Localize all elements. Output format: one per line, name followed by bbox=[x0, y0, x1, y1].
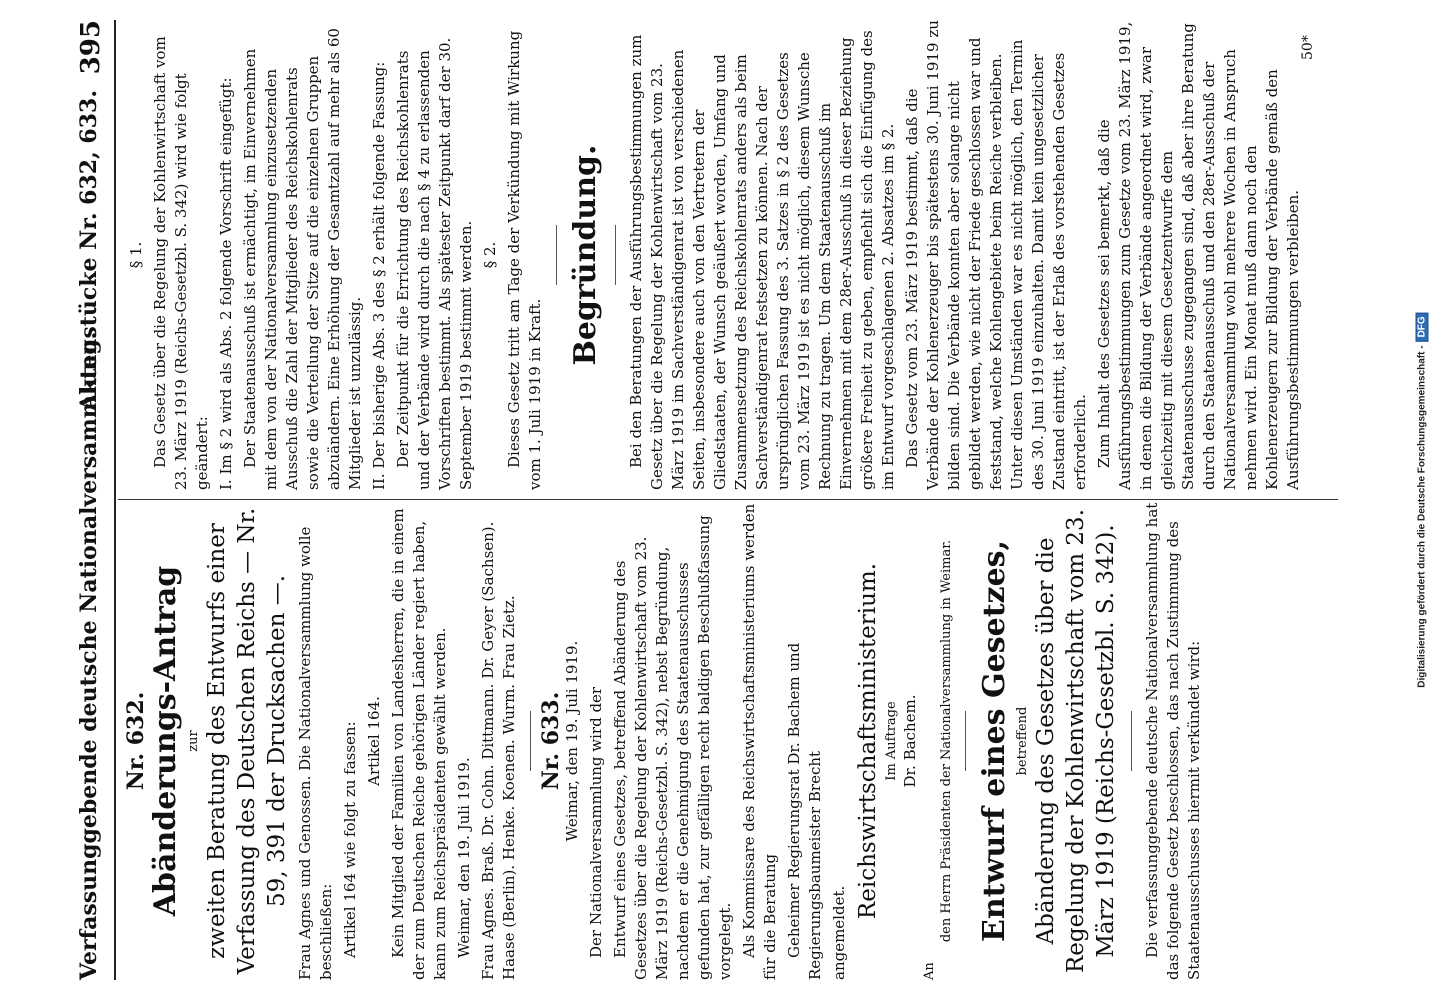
n632-subject: zweiten Beratung des Entwurfs einer Verfassung des Deutschen Reichs — Nr. 59, 391 der Drucksachen —. bbox=[204, 507, 290, 975]
right-column bbox=[126, 20, 1307, 490]
n632-title: Nr. 632. bbox=[123, 691, 149, 791]
n633-date: Weimar, den 19. Juli 1919. bbox=[563, 640, 581, 842]
enactment: Die verfassunggebende deutsche Nationalversammlung hat das folgende Gesetz beschlossen, das nach Zustimmung des Staatenausschusses hiermit verkündet wird: bbox=[1143, 502, 1203, 980]
n632-intro: Frau Agnes und Genossen. Die Nationalversammlung wolle beschließen: bbox=[296, 526, 335, 980]
p2-text: Dieses Gesetz tritt am Tage der Verkündung mit Wirkung vom 1. Juli 1919 in Kraft. bbox=[505, 30, 544, 490]
begruendung-heading: Begründung. bbox=[568, 144, 603, 366]
divider bbox=[965, 711, 966, 771]
n633-komm: Als Kommissare des Reichswirtschaftsministeriums werden für die Beratung bbox=[740, 503, 779, 980]
n633-text: Entwurf eines Gesetzes, betreffend Abänderung des Gesetzes über die Regelung der Kohlenwirtschaft vom 23. März 1919 (Reichs-Gesetzbl. S. 342), nebst Begründung, nachdem er die Genehmigung des Staatenausschusses gefunden hat, zur gefälligen recht baldigen Beschlußfassung vorgelegt. bbox=[611, 515, 734, 980]
n632-signers: Frau Agnes. Braß. Dr. Cohn. Dittmann. Dr. Geyer (Sachsen). Haase (Berlin). Henke. Koenen. Wurm. Frau Zietz. bbox=[479, 521, 518, 980]
n632-date: Weimar, den 19. Juli 1919. bbox=[455, 757, 473, 958]
p1-ii-text: Der Zeitpunkt für die Errichtung des Reichskohlenrats und der Verbände wird durch die nach § 4 zu erlassenden Vorschriften bestimmt. Als spätester Zeitpunkt darf der 30. September 1919 bestimmt werden. bbox=[394, 37, 475, 490]
bachem: Dr. Bachem. bbox=[901, 694, 919, 788]
page-header bbox=[70, 20, 116, 980]
entwurf-subject: Abänderung des Gesetzes über die Regelung der Kohlenwirtschaft vom 23. März 1919 (Reichs-Gesetzbl. S. 342). bbox=[1033, 508, 1119, 974]
column-separator bbox=[118, 499, 1338, 500]
divider bbox=[615, 225, 616, 285]
divider bbox=[556, 225, 557, 285]
betreffend: betreffend bbox=[1015, 706, 1030, 776]
praesident: den Herrn Präsidenten der Nationalversammlung in Weimar. bbox=[939, 539, 954, 943]
n632-heading: Abänderungs-Antrag bbox=[148, 565, 183, 917]
left-column bbox=[123, 502, 1208, 980]
header-right: Aktenstücke Nr. 632, 633. bbox=[76, 90, 102, 412]
credit-text: Digitalisierung gefördert durch die Deutsche Forschungsgemeinschaft - bbox=[1416, 345, 1428, 688]
divider bbox=[1131, 711, 1132, 771]
n633-angemeldet: angemeldet. bbox=[830, 885, 848, 980]
n633-title: Nr. 633. bbox=[538, 691, 564, 791]
p1-head: § 1. bbox=[127, 241, 145, 269]
p1-ii: II. Der bisherige Abs. 3 des § 2 erhält folgende Fassung: bbox=[370, 61, 388, 490]
n632-art-text: Kein Mitglied der Familien von Landesherren, die in einem der zum Deutschen Reiche gehörigen Länder regiert haben, kann zum Reichspräsidenten gewählt werden. bbox=[389, 508, 449, 980]
dfg-logo: DFG bbox=[1416, 312, 1429, 341]
an: An bbox=[922, 962, 937, 980]
entwurf-heading: Entwurf eines Gesetzes, bbox=[977, 539, 1012, 943]
p1-text: Das Gesetz über die Regelung der Kohlenwirtschaft vom 23. März 1919 (Reichs-Gesetzbl. S. 342) wird wie folgt geändert: bbox=[151, 36, 211, 490]
divider bbox=[530, 711, 531, 771]
begruendung-p1: Bei den Beratungen der Ausführungsbestimmungen zum Gesetz über die Regelung der Kohlenwirtschaft vom 23. März 1919 im Sachverständigenrat ist von verschiedenen Seiten, insbesondere auch von den Vertretern der Gliedstaaten, der Wunsch geäußert worden, Umfang und Zusammensetzung des Reichskohlenrats anders als beim Sachverständigenrat festsetzen zu können. Nach der ursprünglichen Fassung des 3. Satzes in § 2 des Gesetzes vom 23. März 1919 ist es nicht möglich, diesem Wunsche Rechnung zu tragen. Um dem Staatenausschuß im Einvernehmen mit dem 28er-Ausschuß in dieser Beziehung größere Freiheit zu geben, empfiehlt sich die Einfügung des im Entwurf vorgeschlagenen 2. Absatzes im § 2. bbox=[627, 30, 897, 490]
page-number: 395 bbox=[76, 20, 106, 75]
p1-i-text: Der Staatenausschuß ist ermächtigt, im Einvernehmen mit dem von der Nationalversammlung einzusetzenden Ausschuß die Zahl der Mitglieder des Reichskohlenrats sowie die Verteilung der Sitze auf die einzelnen Gruppen abzuändern. Eine Erhöhung der Gesamtzahl auf mehr als 60 Mitglieder ist unzulässig. bbox=[241, 28, 364, 490]
n632-art-head: Artikel 164. bbox=[365, 696, 383, 786]
ministry: Reichswirtschaftsministerium. bbox=[855, 562, 881, 920]
n633-intro: Der Nationalversammlung wird der bbox=[587, 686, 605, 958]
n633-komm2: Geheimer Regierungsrat Dr. Bachem und Regierungsbaumeister Brecht bbox=[785, 642, 824, 980]
n632-zur: zur bbox=[186, 730, 201, 752]
digitization-credit bbox=[1416, 312, 1429, 687]
n632-article: Artikel 164 wie folgt zu fassen: bbox=[341, 721, 359, 958]
signature-mark: 50* bbox=[1300, 35, 1316, 60]
p2-head: § 2. bbox=[481, 241, 499, 269]
begruendung-p2: Das Gesetz vom 23. März 1919 bestimmt, daß die Verbände der Kohlenerzeuger bis spätestens 30. Juni 1919 zu bilden sind. Die Verbände konnten aber solange nicht gebildet werden, wie nicht der Friede geschlossen war und feststand, welche Kohlengebiete beim Reiche verbleiben. Unter diesen Umständen war es nicht möglich, den Termin des 30. Juni 1919 einzuhalten. Damit kein ungesetzlicher Zustand eintritt, ist der Erlaß des vorstehenden Gesetzes erforderlich. bbox=[903, 20, 1089, 490]
auftrag: Im Auftrage bbox=[884, 701, 899, 781]
p1-i: I. Im § 2 wird als Abs. 2 folgende Vorschrift eingefügt: bbox=[217, 77, 235, 490]
header-left: Verfassunggebende deutsche Nationalversammlung. bbox=[76, 331, 102, 980]
begruendung-p3: Zum Inhalt des Gesetzes sei bemerkt, daß die Ausführungsbestimmungen zum Gesetze vom 23. März 1919, in denen die Bildung der Verbände angeordnet wird, zwar gleichzeitig mit diesem Gesetzentwurfe dem Staatenausschusse zugegangen sind, daß aber ihre Beratung durch den Staatenausschuß und den 28er-Ausschuß der Nationalversammlung wohl mehrere Wochen in Anspruch nehmen wird. Ein Monat muß dann noch den Kohlenerzeugern zur Bildung der Verbände gemäß den Ausführungsbestimmungen verbleiben. bbox=[1095, 21, 1302, 490]
